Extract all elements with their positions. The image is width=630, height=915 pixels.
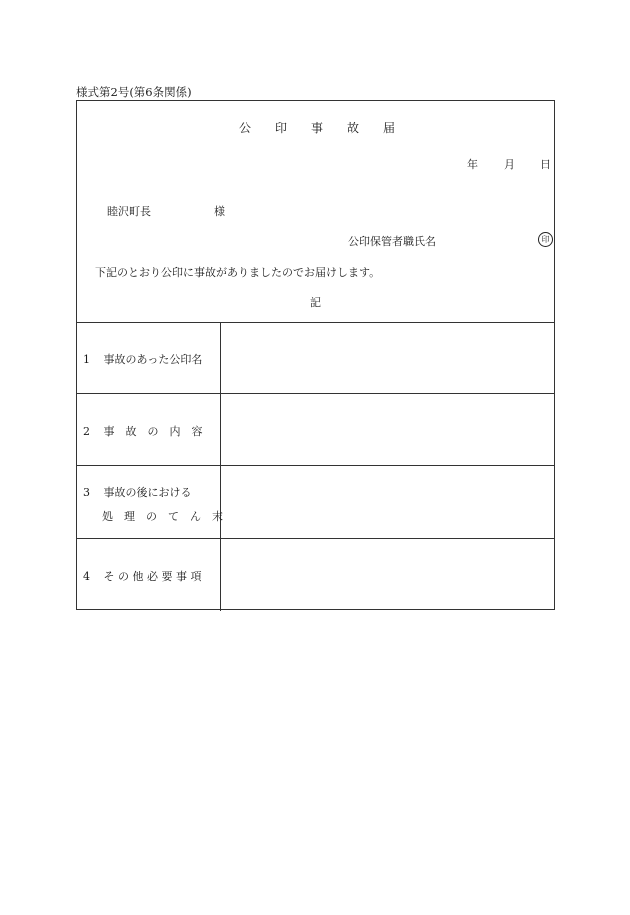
row-label: [77, 394, 221, 465]
date-month: 月: [504, 158, 515, 171]
row-label: [77, 322, 221, 393]
form-number: 様式第2号(第6条関係): [76, 85, 192, 99]
row-other-matters: [77, 539, 554, 611]
row-label: [77, 466, 221, 538]
row-number: 2: [83, 425, 90, 438]
other-matters-field[interactable]: [221, 539, 554, 611]
row-number: 1: [83, 353, 90, 366]
row-label-text: 事故のあった公印名: [103, 353, 203, 366]
addressee-honorific: 様: [214, 205, 225, 218]
seal-name-field[interactable]: [221, 322, 554, 393]
date-day: 日: [540, 158, 551, 171]
accident-report-form: [76, 100, 555, 610]
row-post-accident-handling: [77, 466, 554, 539]
applicant-label: 公印保管者職氏名: [348, 235, 436, 248]
form-header: [77, 101, 554, 323]
row-seal-name: [77, 322, 554, 394]
form-title: 公 印 事 故 届: [239, 121, 396, 135]
addressee-name: 睦沢町長: [107, 205, 151, 218]
post-accident-handling-field[interactable]: [221, 466, 554, 538]
row-number: 3: [83, 486, 90, 499]
row-label-text: そ の 他 必 要 事 項: [103, 570, 202, 583]
row-accident-details: [77, 394, 554, 466]
row-label-line2: 処 理 の て ん 末: [102, 510, 223, 523]
row-label: [77, 539, 221, 611]
row-label-line1: 事故の後における: [103, 486, 192, 499]
seal-mark: 印: [538, 232, 553, 247]
row-number: 4: [83, 570, 90, 583]
row-label-text: 事 故 の 内 容: [103, 425, 203, 438]
accident-details-field[interactable]: [221, 394, 554, 465]
ki-label: 記: [310, 296, 321, 309]
date-year: 年: [467, 158, 478, 171]
statement: 下記のとおり公印に事故がありましたのでお届けします。: [95, 266, 381, 279]
